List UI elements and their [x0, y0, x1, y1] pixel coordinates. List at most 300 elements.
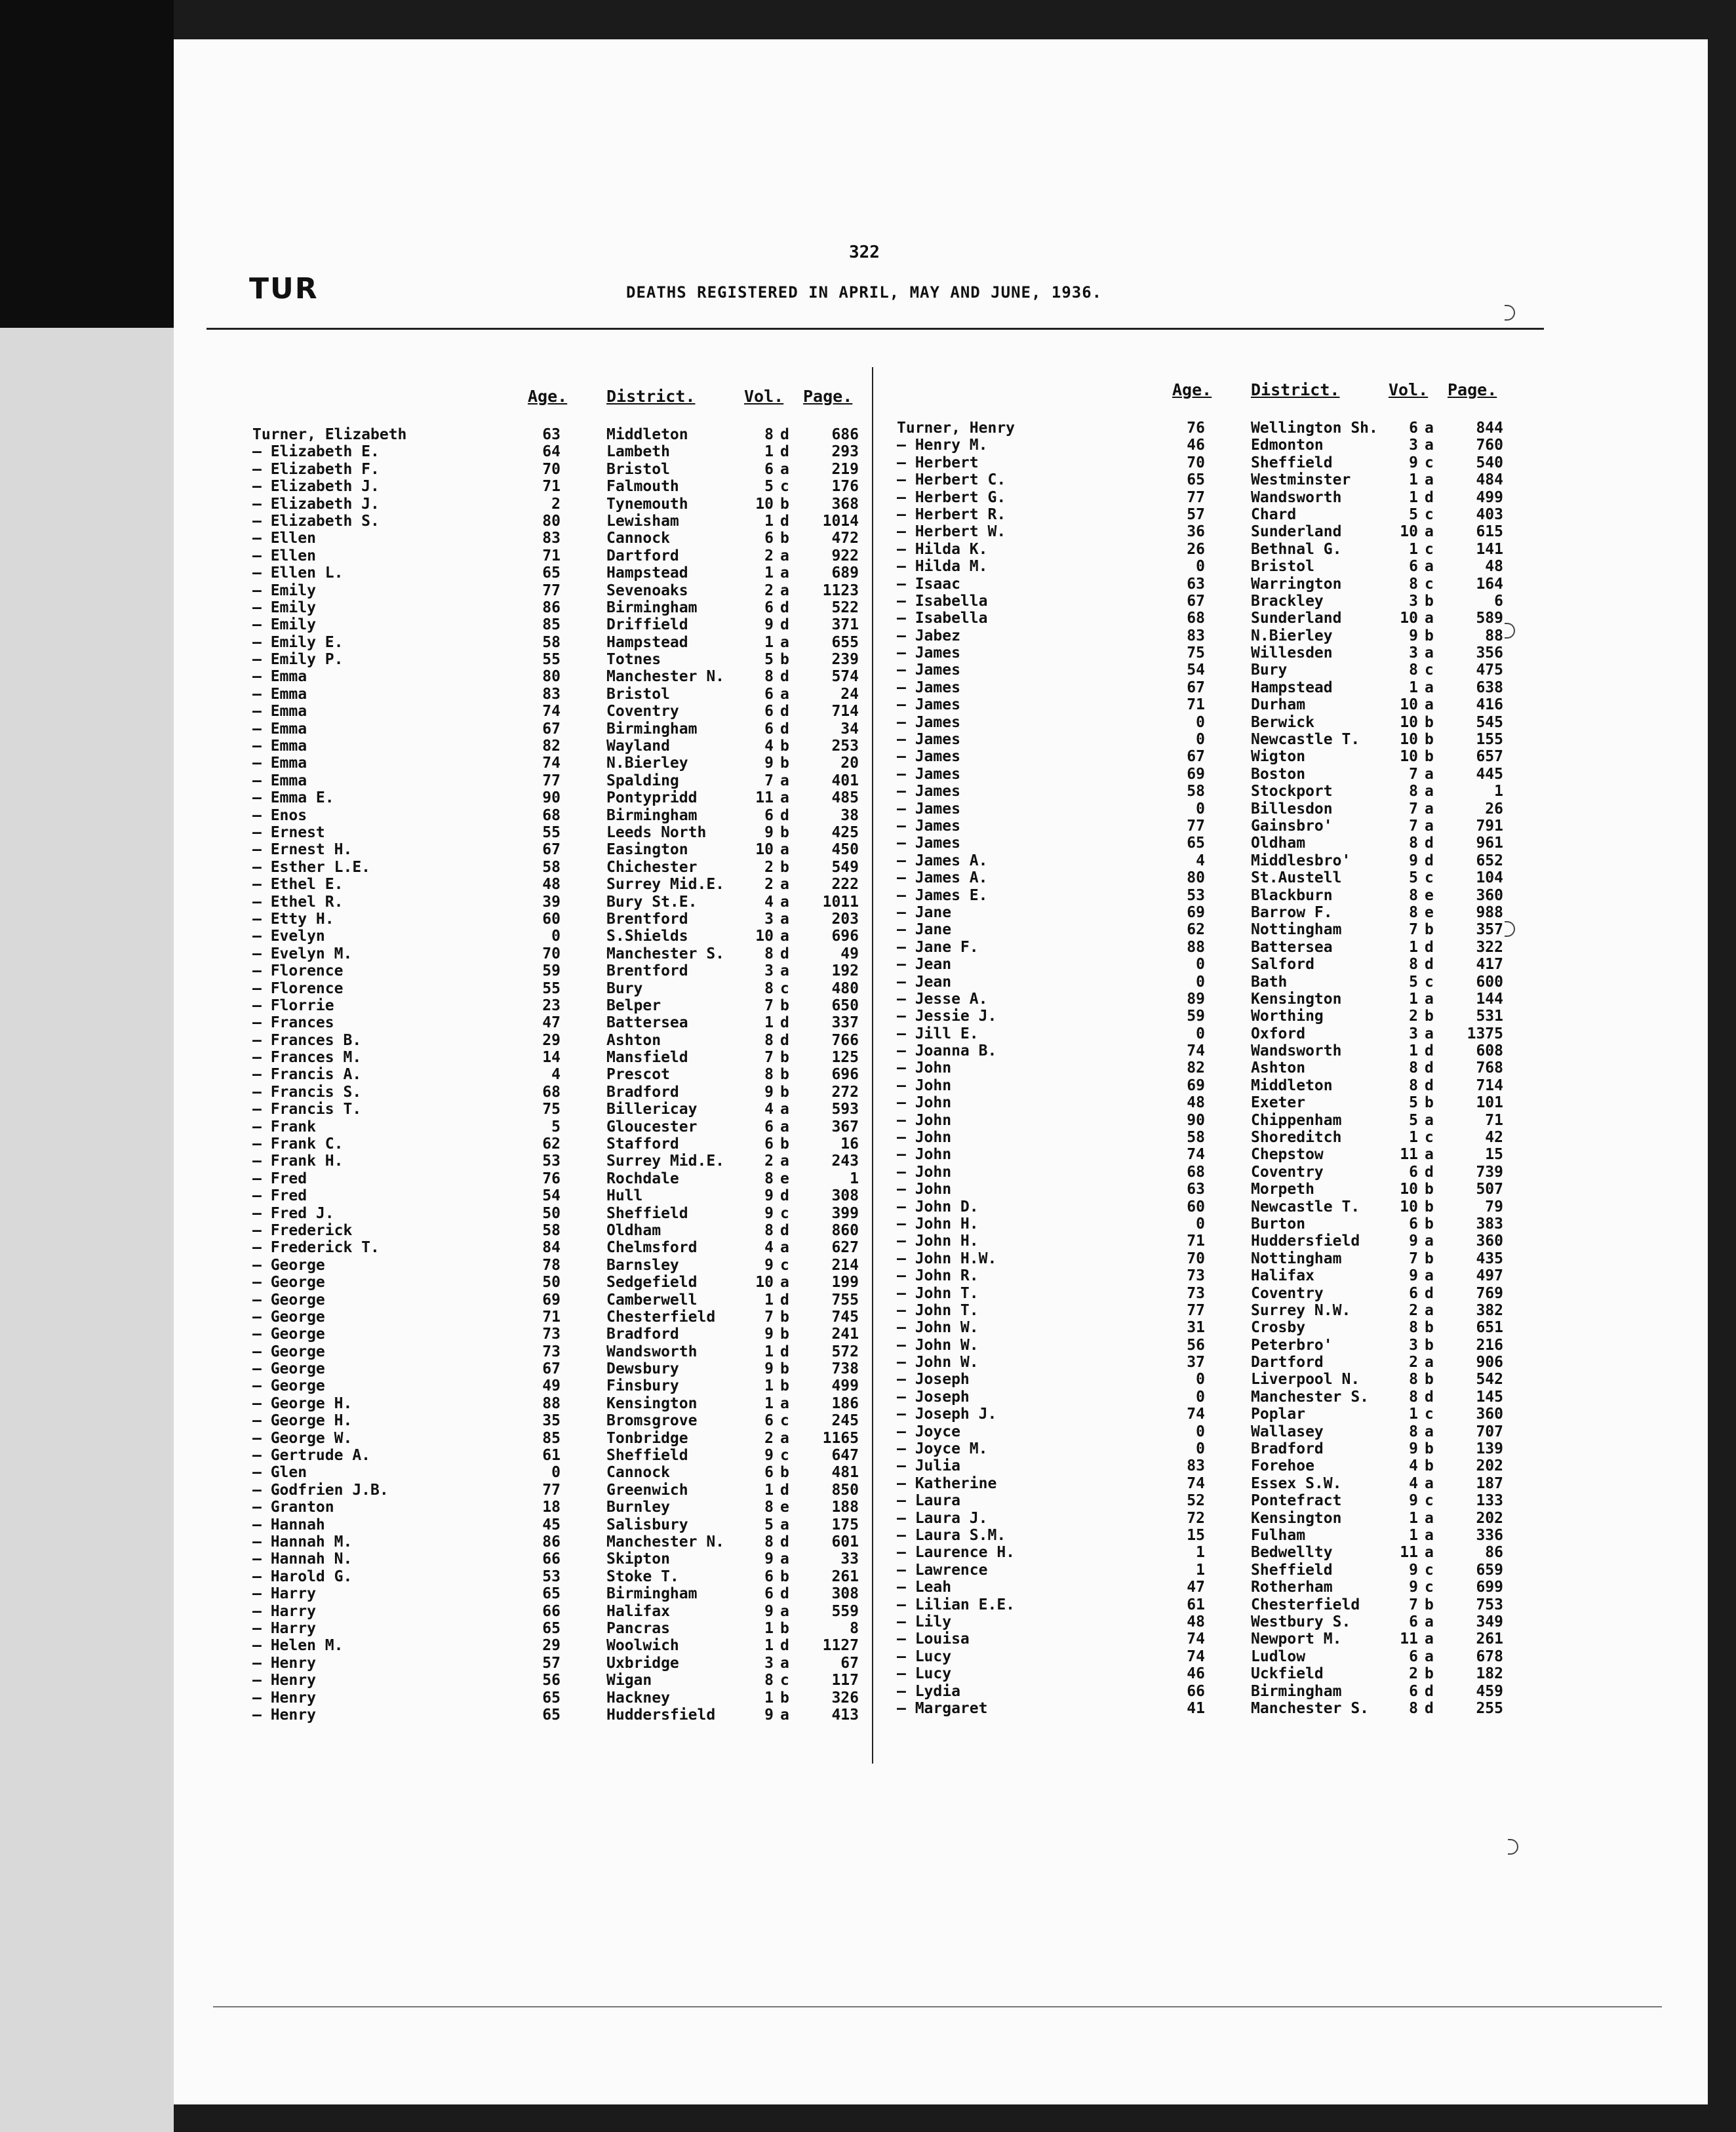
register-entry — [897, 1440, 1526, 1457]
register-entry — [897, 1527, 1526, 1544]
entry-district: Easington — [606, 841, 688, 859]
entry-name: — Herbert G. — [897, 488, 1006, 506]
entry-vol: 10 — [755, 928, 774, 945]
entry-name: — James — [897, 679, 960, 696]
entry-name: — Florence — [252, 962, 344, 980]
entry-page: 450 — [831, 841, 859, 859]
register-entry — [897, 1181, 1526, 1198]
register-entry — [252, 461, 882, 478]
entry-vol: 4 — [764, 1239, 774, 1257]
entry-district: Newcastle T. — [1251, 1198, 1360, 1215]
entry-age: 50 — [542, 1274, 561, 1292]
entry-name: — Godfrien J.B. — [252, 1481, 389, 1499]
entry-name: — Jane F. — [897, 938, 979, 956]
entry-vol-letter: a — [1425, 1544, 1434, 1562]
entry-page: 133 — [1476, 1492, 1503, 1510]
entry-district: Finsbury — [606, 1377, 679, 1395]
entry-age: 70 — [542, 460, 561, 478]
entry-age: 56 — [1187, 1336, 1205, 1354]
entry-vol-letter: b — [1425, 731, 1434, 749]
entry-name: — Emma — [252, 685, 307, 703]
entry-vol: 4 — [764, 1101, 774, 1118]
entry-age: 74 — [1187, 1406, 1205, 1423]
entry-age: 76 — [542, 1170, 561, 1187]
entry-age: 83 — [1187, 627, 1205, 644]
entry-vol-letter: a — [780, 876, 789, 894]
entry-name: — Isaac — [897, 575, 960, 593]
entry-age: 85 — [542, 1429, 561, 1447]
entry-vol: 1 — [1409, 540, 1418, 558]
entry-vol-letter: b — [780, 1377, 789, 1395]
entry-name: — George H. — [252, 1394, 353, 1412]
entry-vol-letter: d — [780, 426, 789, 443]
entry-name: — Elizabeth S. — [252, 512, 380, 530]
entry-page: 125 — [831, 1049, 859, 1067]
entry-name: — James — [897, 835, 960, 852]
left-column — [252, 387, 882, 1724]
entry-age: 86 — [542, 599, 561, 616]
entry-district: Birmingham — [1251, 1682, 1342, 1700]
entry-vol-letter: a — [1425, 420, 1434, 437]
entry-page: 657 — [1476, 748, 1503, 766]
entry-district: Sevenoaks — [606, 582, 688, 599]
entry-name: — Emma — [252, 755, 307, 772]
entry-name: — Harry — [252, 1619, 316, 1637]
entry-age: 49 — [542, 1377, 561, 1395]
entry-district: Gainsbro' — [1251, 817, 1333, 835]
entry-vol: 8 — [1409, 575, 1418, 593]
entry-name: — Hannah — [252, 1516, 325, 1533]
entry-vol-letter: a — [1425, 783, 1434, 800]
entry-page: 540 — [1476, 454, 1503, 471]
register-page — [174, 39, 1708, 2104]
entry-vol-letter: a — [1425, 1267, 1434, 1285]
entry-page: 714 — [1476, 1076, 1503, 1094]
entry-district: Camberwell — [606, 1291, 698, 1309]
entry-page: 542 — [1476, 1371, 1503, 1389]
entry-vol: 3 — [1409, 592, 1418, 610]
entry-age: 77 — [1187, 1301, 1205, 1319]
scan-border-left — [0, 0, 174, 2132]
entry-vol: 9 — [764, 1187, 774, 1205]
entry-age: 74 — [1187, 1146, 1205, 1164]
entry-age: 77 — [542, 582, 561, 599]
entry-page: 403 — [1476, 505, 1503, 523]
header-rule — [207, 328, 1544, 330]
entry-vol: 8 — [764, 1499, 774, 1516]
entry-vol-letter: d — [1425, 1076, 1434, 1094]
entry-age: 29 — [542, 1637, 561, 1655]
entry-page: 144 — [1476, 990, 1503, 1008]
entry-vol-letter: a — [780, 841, 789, 859]
entry-vol: 8 — [1409, 1076, 1418, 1094]
entry-vol-letter: d — [780, 945, 789, 962]
entry-vol: 6 — [1409, 1682, 1418, 1700]
entry-age: 84 — [542, 1239, 561, 1257]
entry-age: 66 — [542, 1602, 561, 1620]
register-entry — [252, 1533, 882, 1550]
entry-name: — Jesse A. — [897, 990, 988, 1008]
entry-age: 85 — [542, 616, 561, 634]
entry-age: 90 — [1187, 1111, 1205, 1129]
entry-vol: 1 — [1409, 1527, 1418, 1544]
entry-vol: 6 — [764, 1412, 774, 1430]
entry-district: Birmingham — [606, 806, 698, 824]
register-entry — [252, 599, 882, 616]
register-entry — [252, 634, 882, 651]
entry-district: Peterbro' — [1251, 1336, 1333, 1354]
entry-district: Cannock — [606, 530, 670, 547]
entry-page: 360 — [1476, 1406, 1503, 1423]
entry-vol-letter: b — [780, 530, 789, 547]
entry-page: 1127 — [822, 1637, 859, 1655]
entry-page: 20 — [840, 755, 859, 772]
entry-page: 308 — [831, 1585, 859, 1603]
entry-vol-letter: a — [1425, 1527, 1434, 1544]
entry-vol: 7 — [764, 772, 774, 789]
entry-age: 58 — [1187, 1129, 1205, 1147]
entry-vol: 1 — [764, 1291, 774, 1309]
entry-vol: 8 — [764, 1672, 774, 1689]
entry-page: 417 — [1476, 956, 1503, 974]
entry-district: Surrey N.W. — [1251, 1301, 1351, 1319]
entry-age: 73 — [1187, 1284, 1205, 1302]
entry-vol-letter: d — [780, 599, 789, 616]
entry-vol-letter: c — [780, 478, 789, 496]
entry-age: 53 — [1187, 886, 1205, 904]
entry-vol: 1 — [764, 633, 774, 651]
entry-vol: 2 — [764, 547, 774, 564]
entry-name: — Hilda M. — [897, 558, 988, 576]
entry-name: — Emily — [252, 582, 316, 599]
entry-page: 401 — [831, 772, 859, 789]
entry-page: 1165 — [822, 1429, 859, 1447]
entry-district: Liverpool N. — [1251, 1371, 1360, 1389]
entry-page: 326 — [831, 1689, 859, 1707]
entry-vol-letter: d — [780, 1637, 789, 1655]
entry-vol: 6 — [1409, 1284, 1418, 1302]
entry-age: 90 — [542, 789, 561, 807]
entry-vol: 8 — [764, 1031, 774, 1049]
entry-vol-letter: b — [1425, 748, 1434, 766]
register-entry — [252, 443, 882, 460]
entry-vol: 9 — [764, 1326, 774, 1343]
entry-name: — George — [252, 1308, 325, 1326]
page-header: Page. — [803, 387, 853, 406]
register-entry — [897, 904, 1526, 921]
entry-name: — Lily — [897, 1613, 952, 1630]
vol-header: Vol. — [1389, 380, 1429, 399]
entry-age: 77 — [542, 772, 561, 789]
register-entry — [897, 1164, 1526, 1181]
entry-age: 71 — [1187, 696, 1205, 714]
entry-name: — John — [897, 1129, 952, 1147]
entry-age: 0 — [1196, 1215, 1205, 1233]
entry-vol: 9 — [1409, 454, 1418, 471]
entry-district: Totnes — [606, 651, 661, 669]
register-entry — [897, 1371, 1526, 1388]
entry-vol: 9 — [764, 1360, 774, 1378]
entry-page: 34 — [840, 720, 859, 738]
right-column-header — [897, 380, 1526, 420]
entry-age: 62 — [1187, 921, 1205, 939]
entry-vol: 10 — [1400, 731, 1418, 749]
entry-vol-letter: c — [1425, 869, 1434, 887]
entry-page: 425 — [831, 823, 859, 841]
entry-vol: 5 — [764, 1516, 774, 1533]
entry-name: — Lucy — [897, 1648, 952, 1665]
entry-name: — John — [897, 1059, 952, 1077]
register-entry — [897, 1648, 1526, 1665]
entry-name: — Julia — [897, 1457, 960, 1475]
entry-vol-letter: d — [1425, 488, 1434, 506]
entry-vol: 8 — [764, 668, 774, 686]
register-entry — [897, 974, 1526, 991]
entry-name: — Henry — [252, 1654, 316, 1672]
register-entry — [252, 841, 882, 858]
entry-name: — Emma — [252, 772, 307, 789]
entry-page: 382 — [1476, 1301, 1503, 1319]
register-entry — [897, 576, 1526, 593]
entry-name: — Glen — [252, 1464, 307, 1482]
entry-age: 62 — [542, 1135, 561, 1153]
entry-vol-letter: a — [1425, 765, 1434, 783]
entry-age: 68 — [1187, 1163, 1205, 1181]
entry-age: 50 — [542, 1204, 561, 1222]
entry-district: Driffield — [606, 616, 688, 634]
entry-vol-letter: a — [780, 460, 789, 478]
entry-page: 416 — [1476, 696, 1503, 714]
entry-name: — John D. — [897, 1198, 979, 1215]
entry-age: 74 — [542, 755, 561, 772]
register-entry — [252, 1049, 882, 1066]
entry-name: — Frank — [252, 1118, 316, 1135]
entry-age: 36 — [1187, 523, 1205, 541]
entry-name: — Joanna B. — [897, 1042, 997, 1060]
register-entry — [252, 1637, 882, 1654]
entry-vol: 10 — [755, 1274, 774, 1292]
entry-district: Middlesbro' — [1251, 852, 1351, 869]
entry-name: — John R. — [897, 1267, 979, 1285]
entry-page: 480 — [831, 979, 859, 997]
entry-name: — Laurence H. — [897, 1544, 1016, 1562]
entry-district: Ashton — [606, 1031, 661, 1049]
entry-district: Wallasey — [1251, 1423, 1324, 1440]
entry-name: — John W. — [897, 1354, 979, 1372]
entry-name: — Isabella — [897, 610, 988, 627]
entry-district: Pontypridd — [606, 789, 698, 807]
entry-vol-letter: a — [780, 1274, 789, 1292]
entry-district: Fulham — [1251, 1527, 1306, 1544]
entry-name: — George — [252, 1326, 325, 1343]
entry-name: — Elizabeth E. — [252, 443, 380, 461]
entry-district: Leeds North — [606, 823, 707, 841]
register-entry — [897, 1077, 1526, 1094]
entry-page: 850 — [831, 1481, 859, 1499]
register-entry — [252, 980, 882, 997]
entry-district: Hampstead — [606, 564, 688, 582]
entry-name: — John W. — [897, 1336, 979, 1354]
entry-page: 844 — [1476, 420, 1503, 437]
register-entry — [252, 928, 882, 945]
entry-vol-letter: a — [1425, 1233, 1434, 1250]
entry-age: 66 — [1187, 1682, 1205, 1700]
entry-age: 69 — [542, 1291, 561, 1309]
entry-page: 755 — [831, 1291, 859, 1309]
register-entry — [252, 1239, 882, 1256]
entry-page: 961 — [1476, 835, 1503, 852]
register-entry — [897, 593, 1526, 610]
entry-district: Stockport — [1251, 783, 1333, 800]
register-entry — [252, 703, 882, 720]
entry-vol-letter: b — [780, 1464, 789, 1482]
entry-vol-letter: b — [1425, 1336, 1434, 1354]
entry-vol: 6 — [764, 1118, 774, 1135]
entry-vol: 2 — [764, 1153, 774, 1170]
entry-name: — Laura J. — [897, 1509, 988, 1527]
entry-district: Manchester N. — [606, 668, 725, 686]
entry-page: 67 — [840, 1654, 859, 1672]
entry-district: Bury — [1251, 661, 1288, 679]
entry-name: — Joyce — [897, 1423, 960, 1440]
entry-vol: 1 — [1409, 1406, 1418, 1423]
entry-age: 2 — [551, 495, 561, 513]
page-number: 322 — [849, 243, 880, 262]
register-entry — [252, 1118, 882, 1135]
register-entry — [897, 869, 1526, 886]
entry-vol: 8 — [1409, 1059, 1418, 1077]
entry-district: S.Shields — [606, 928, 688, 945]
entry-page: 216 — [1476, 1336, 1503, 1354]
register-entry — [252, 807, 882, 824]
register-entry — [252, 513, 882, 530]
register-entry — [252, 1464, 882, 1481]
entry-vol: 4 — [1409, 1474, 1418, 1492]
register-entry — [252, 496, 882, 513]
entry-district: Nottingham — [1251, 1250, 1342, 1267]
entry-name: — Elizabeth J. — [252, 478, 380, 496]
entry-district: Belper — [606, 997, 661, 1014]
entry-vol: 1 — [1409, 1129, 1418, 1147]
register-entry — [252, 1309, 882, 1326]
entry-district: Kensington — [606, 1394, 698, 1412]
entry-vol-letter: c — [1425, 973, 1434, 991]
entry-vol-letter: a — [1425, 696, 1434, 714]
entry-page: 413 — [831, 1706, 859, 1724]
entry-vol: 6 — [764, 720, 774, 738]
entry-vol: 1 — [764, 1343, 774, 1360]
entry-name: — Ellen — [252, 530, 316, 547]
register-entry — [897, 1406, 1526, 1423]
entry-page: 86 — [1485, 1544, 1503, 1562]
entry-age: 0 — [1196, 1025, 1205, 1042]
entry-vol: 6 — [764, 1135, 774, 1153]
entry-page: 650 — [831, 997, 859, 1014]
entry-name: — Harold G. — [252, 1568, 353, 1585]
entry-page: 678 — [1476, 1648, 1503, 1665]
register-entry — [897, 991, 1526, 1008]
register-entry — [252, 1516, 882, 1533]
entry-page: 261 — [1476, 1630, 1503, 1648]
entry-page: 186 — [831, 1394, 859, 1412]
entry-age: 58 — [542, 633, 561, 651]
entry-page: 192 — [831, 962, 859, 980]
entry-vol: 1 — [1409, 471, 1418, 489]
entry-vol: 6 — [764, 530, 774, 547]
register-entry — [252, 1326, 882, 1343]
entry-name: — James — [897, 800, 960, 818]
entry-name: — Ernest — [252, 823, 325, 841]
entry-district: Newport M. — [1251, 1630, 1342, 1648]
entry-page: 6 — [1494, 592, 1503, 610]
entry-vol-letter: b — [780, 1619, 789, 1637]
entry-age: 80 — [542, 512, 561, 530]
entry-page: 356 — [1476, 644, 1503, 662]
entry-vol-letter: b — [1425, 1215, 1434, 1233]
register-entry — [897, 489, 1526, 506]
entry-vol: 8 — [764, 426, 774, 443]
entry-vol-letter: d — [780, 806, 789, 824]
entry-page: 48 — [1485, 558, 1503, 576]
register-entry — [897, 420, 1526, 437]
entry-name: Turner, Elizabeth — [252, 426, 407, 443]
register-entry — [897, 1215, 1526, 1233]
entry-district: Durham — [1251, 696, 1306, 714]
entry-page: 203 — [831, 910, 859, 928]
entry-vol: 1 — [764, 512, 774, 530]
entry-page: 572 — [831, 1343, 859, 1360]
entry-page: 49 — [840, 945, 859, 962]
entry-vol: 5 — [1409, 973, 1418, 991]
entry-vol: 2 — [764, 1429, 774, 1447]
entry-vol: 6 — [1409, 558, 1418, 576]
entry-vol-letter: a — [780, 1118, 789, 1135]
entry-district: Wigton — [1251, 748, 1306, 766]
register-entry — [252, 824, 882, 841]
entry-name: — Fred — [252, 1170, 307, 1187]
register-entry — [252, 1377, 882, 1394]
entry-name: — John — [897, 1181, 952, 1198]
entry-name: — Jean — [897, 956, 952, 974]
entry-name: — Hannah N. — [252, 1550, 353, 1568]
entry-age: 45 — [542, 1516, 561, 1533]
entry-district: Manchester S. — [1251, 1699, 1370, 1717]
register-entry — [897, 1423, 1526, 1440]
entry-district: Hampstead — [1251, 679, 1333, 696]
entry-vol: 10 — [1400, 523, 1418, 541]
entry-vol: 8 — [1409, 1319, 1418, 1337]
register-entry — [897, 1354, 1526, 1371]
entry-district: Coventry — [1251, 1284, 1324, 1302]
entry-vol: 9 — [1409, 627, 1418, 644]
register-entry — [252, 582, 882, 599]
entry-vol: 2 — [764, 858, 774, 876]
entry-district: Hampstead — [606, 633, 688, 651]
entry-page: 145 — [1476, 1388, 1503, 1406]
entry-page: 499 — [831, 1377, 859, 1395]
entry-name: — Joseph — [897, 1371, 970, 1389]
entry-age: 0 — [1196, 558, 1205, 576]
register-entry — [252, 1292, 882, 1309]
entry-vol: 3 — [1409, 1336, 1418, 1354]
entry-name: — Joyce M. — [897, 1440, 988, 1458]
entry-age: 71 — [542, 1308, 561, 1326]
entry-age: 83 — [542, 685, 561, 703]
entry-vol: 9 — [764, 1256, 774, 1274]
entry-page: 241 — [831, 1326, 859, 1343]
register-entry — [252, 686, 882, 703]
entry-vol-letter: b — [780, 1360, 789, 1378]
